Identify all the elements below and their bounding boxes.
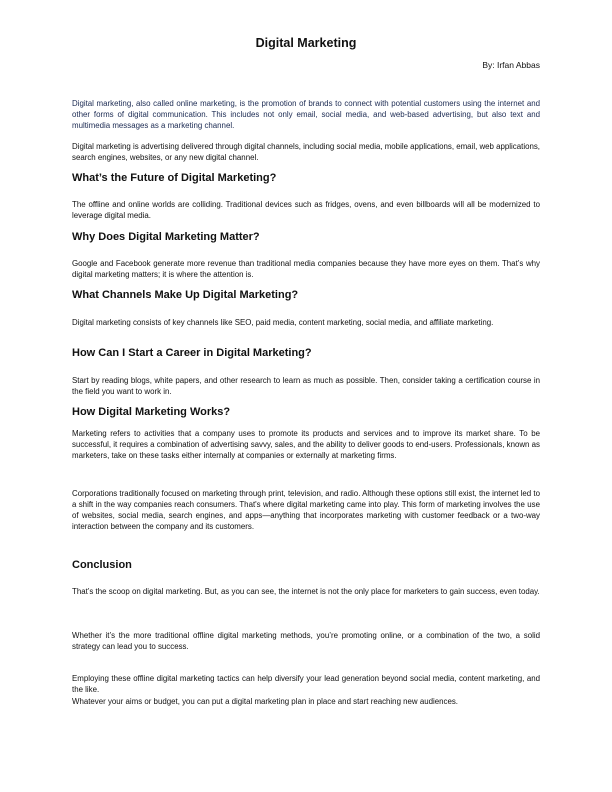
author-byline: By: Irfan Abbas [482,60,540,70]
section-paragraph: Start by reading blogs, white papers, and other research to learn as much as possible. Then, consider taking a certification course in the field you want to work in. [72,376,540,396]
section-heading-conclusion: Conclusion [72,559,132,571]
section-paragraph: Corporations traditionally focused on marketing through print, television, and radio. Although these options still exist, the internet led to a shift in the way companies reach consumers. That's where digital marketing came into play. This form of marketing involves the use of websites, social media, search engines, and apps—anything that incorporates marketing with customer feedback or a two-way interaction between the company and its customers. [72,489,540,531]
section-heading-career: How Can I Start a Career in Digital Marketing? [72,347,312,359]
section-heading-channels: What Channels Make Up Digital Marketing? [72,289,299,301]
intro-paragraph: Digital marketing, also called online marketing, is the promotion of brands to connect with potential customers using the internet and other forms of digital communication. This includes not only email, social media, and web-based advertising, but also text and multimedia messages as a marketing channel. [72,99,540,130]
section-paragraph: The offline and online worlds are colliding. Traditional devices such as fridges, ovens, and even billboards will all be modernized to leverage digital media. [72,200,540,220]
page-title: Digital Marketing [255,36,357,50]
section-paragraph: Whether it’s the more traditional offline digital marketing methods, you’re promoting online, or a combination of the two, a solid strategy can lead you to success. [72,631,540,651]
section-paragraph: Whatever your aims or budget, you can put a digital marketing plan in place and start reaching new audiences. [72,697,458,706]
section-paragraph: Marketing refers to activities that a company uses to promote its products and services and to improve its market share. To be successful, it requires a combination of advertising savvy, sales, and the ability to deliver goods to end-users. Professionals, known as marketers, take on these tasks either internally at companies or externally at marketing firms. [72,429,540,460]
section-heading-why-matters: Why Does Digital Marketing Matter? [72,231,260,243]
section-heading-how-it-works: How Digital Marketing Works? [72,406,231,418]
section-paragraph: Digital marketing consists of key channels like SEO, paid media, content marketing, social media, and affiliate marketing. [72,318,494,327]
section-paragraph: Google and Facebook generate more revenue than traditional media companies because they have more eyes on them. That’s why digital marketing matters; it is where the attention is. [72,259,540,279]
section-paragraph: That’s the scoop on digital marketing. But, as you can see, the internet is not the only place for marketers to gain success, even today. [72,587,540,596]
section-paragraph: Employing these offline digital marketing tactics can help diversify your lead generation beyond social media, content marketing, and the like. [72,674,540,694]
section-heading-future: What’s the Future of Digital Marketing? [72,172,277,184]
intro-paragraph: Digital marketing is advertising delivered through digital channels, including social media, mobile applications, email, web applications, search engines, websites, or any new digital channel. [72,142,540,162]
